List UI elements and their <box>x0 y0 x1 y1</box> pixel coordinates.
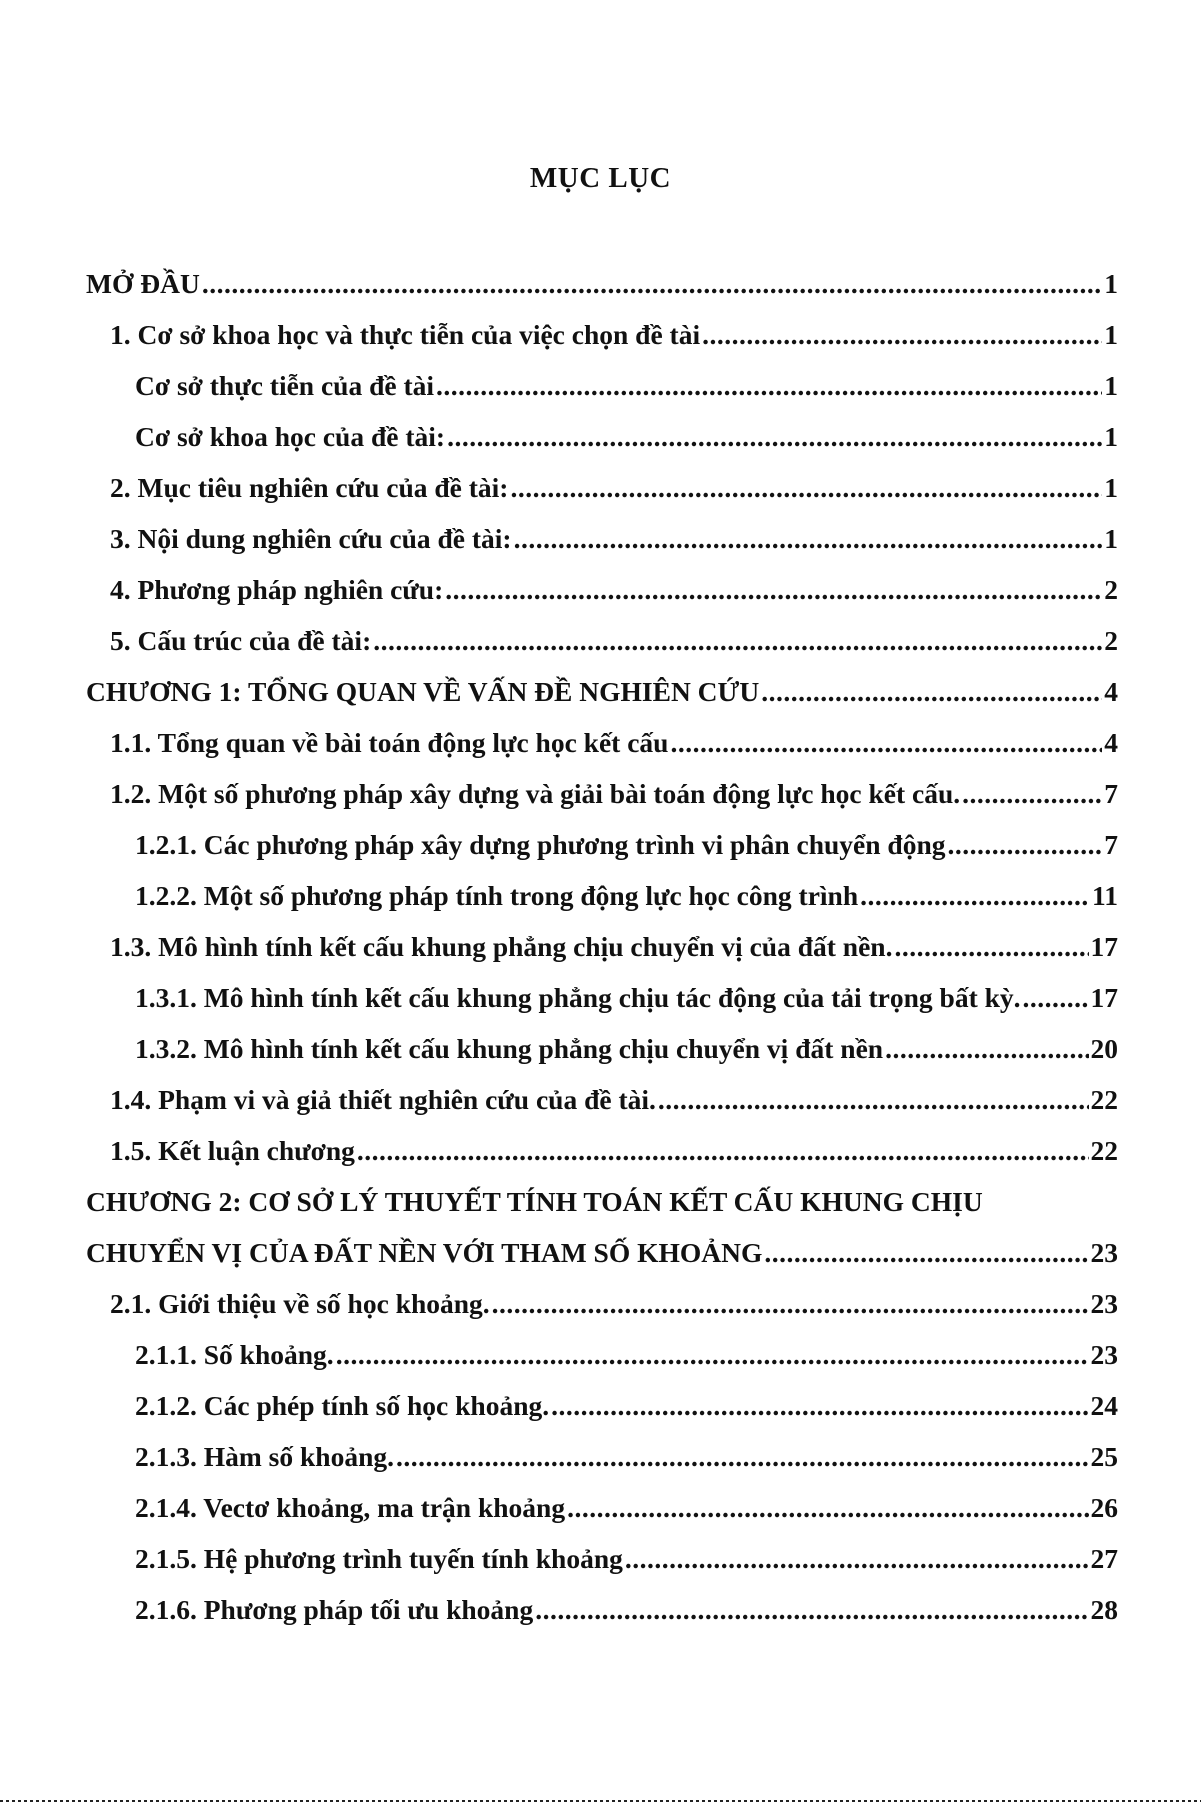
toc-entry-page-number: 4 <box>1104 727 1118 758</box>
toc-dot-leader <box>510 462 1102 513</box>
toc-entry-page-number: 1 <box>1104 421 1118 452</box>
toc-dot-leader <box>567 1482 1088 1533</box>
toc-entry-label: 1. Cơ sở khoa học và thực tiễn của việc chọn đề tài <box>110 319 701 350</box>
toc-entry-label: 3. Nội dung nghiên cứu của đề tài: <box>110 523 512 554</box>
toc-entry[interactable] <box>86 1482 1118 1533</box>
toc-dot-leader <box>202 258 1102 309</box>
toc-dot-leader <box>894 921 1088 972</box>
toc-entry[interactable] <box>86 513 1118 564</box>
toc-entry-label: 2. Mục tiêu nghiên cứu của đề tài: <box>110 472 509 503</box>
toc-entry[interactable] <box>86 1431 1118 1482</box>
toc-dot-leader <box>373 615 1102 666</box>
toc-entry[interactable] <box>86 309 1118 360</box>
toc-entry-page-number: 7 <box>1104 778 1118 809</box>
toc-entry-page-number: 4 <box>1104 676 1118 707</box>
toc-entry-label: 4. Phương pháp nghiên cứu: <box>110 574 444 605</box>
toc-entry-page-number: 26 <box>1090 1492 1118 1523</box>
toc-entry-page-number: 22 <box>1090 1084 1118 1115</box>
toc-entry-page-number: 2 <box>1104 574 1118 605</box>
toc-dot-leader <box>658 1074 1089 1125</box>
toc-dot-leader <box>447 411 1102 462</box>
toc-dot-leader <box>492 1278 1089 1329</box>
toc-dot-leader <box>514 513 1103 564</box>
toc-entry-label: 1.3.1. Mô hình tính kết cấu khung phẳng chịu tác động của tải trọng bất kỳ. <box>135 982 1021 1013</box>
toc-entry[interactable] <box>86 1023 1118 1074</box>
toc-entry-page-number: 23 <box>1090 1339 1118 1370</box>
toc-dot-leader <box>948 819 1103 870</box>
toc-entry-page-number: 1 <box>1104 523 1118 554</box>
toc-dot-leader <box>336 1329 1089 1380</box>
toc-entry-label: CHUYỂN VỊ CỦA ĐẤT NỀN VỚI THAM SỐ KHOẢNG <box>86 1237 763 1268</box>
toc-entry[interactable] <box>86 1278 1118 1329</box>
toc-entry-label: Cơ sở thực tiễn của đề tài <box>135 370 435 401</box>
toc-dot-leader <box>860 870 1090 921</box>
toc-entry[interactable] <box>86 1533 1118 1584</box>
toc-dot-leader <box>962 768 1102 819</box>
toc-entry-label: 2.1.6. Phương pháp tối ưu khoảng <box>135 1594 534 1625</box>
toc-dot-leader <box>670 717 1102 768</box>
toc-entry[interactable] <box>86 360 1118 411</box>
toc-entry-page-number: 25 <box>1090 1441 1118 1472</box>
toc-entry-label: 1.2.2. Một số phương pháp tính trong động lực học công trình <box>135 880 859 911</box>
toc-entry[interactable] <box>86 819 1118 870</box>
toc-entry-label: 1.2. Một số phương pháp xây dựng và giải bài toán động lực học kết cấu. <box>110 778 961 809</box>
toc-dot-leader <box>702 309 1102 360</box>
toc-entry[interactable] <box>86 1584 1118 1635</box>
toc-entry-page-number: 22 <box>1090 1135 1118 1166</box>
toc-entry-page-number: 28 <box>1090 1594 1118 1625</box>
toc-entry-page-number: 20 <box>1090 1033 1118 1064</box>
toc-entry-page-number: 1 <box>1104 268 1118 299</box>
toc-entry[interactable] <box>86 921 1118 972</box>
toc-entry-label: 1.3.2. Mô hình tính kết cấu khung phẳng chịu chuyển vị đất nền <box>135 1033 884 1064</box>
toc-dot-leader <box>535 1584 1088 1635</box>
toc-entry[interactable] <box>86 870 1118 921</box>
toc-entry[interactable] <box>86 1329 1118 1380</box>
toc-entry[interactable] <box>86 1074 1118 1125</box>
toc-entry-label: 2.1.4. Vectơ khoảng, ma trận khoảng <box>135 1492 566 1523</box>
toc-entry-page-number: 23 <box>1090 1288 1118 1319</box>
toc-entry[interactable] <box>86 615 1118 666</box>
toc-entry-label: 2.1.1. Số khoảng. <box>135 1339 334 1370</box>
toc-entry-page-number: 7 <box>1104 829 1118 860</box>
toc-entry[interactable] <box>86 768 1118 819</box>
toc-entry-label: 2.1.5. Hệ phương trình tuyến tính khoảng <box>135 1543 623 1574</box>
toc-entry-label: 2.1.2. Các phép tính số học khoảng. <box>135 1390 550 1421</box>
toc-entry-page-number: 1 <box>1104 319 1118 350</box>
toc-entry[interactable] <box>86 666 1118 717</box>
toc-dot-leader <box>436 360 1102 411</box>
toc-dot-leader <box>357 1125 1089 1176</box>
toc-dot-leader <box>764 1227 1088 1278</box>
toc-entry-label: 1.4. Phạm vi và giả thiết nghiên cứu của đề tài. <box>110 1084 656 1115</box>
toc-entry-label: 1.5. Kết luận chương <box>110 1135 355 1166</box>
toc-entry-label: Cơ sở khoa học của đề tài: <box>135 421 446 452</box>
toc-dot-leader <box>551 1380 1088 1431</box>
toc-dot-leader <box>1023 972 1089 1023</box>
toc-entry-page-number: 11 <box>1092 880 1118 911</box>
toc-entry[interactable] <box>86 1380 1118 1431</box>
toc-entry[interactable] <box>86 462 1118 513</box>
toc-entry-label: 1.3. Mô hình tính kết cấu khung phẳng chịu chuyển vị của đất nền. <box>110 931 893 962</box>
page-bottom-edge <box>0 1800 1201 1802</box>
toc-entry[interactable] <box>86 1227 1118 1278</box>
toc-entry-page-number: 2 <box>1104 625 1118 656</box>
toc-entry[interactable] <box>86 972 1118 1023</box>
toc-entry-page-number: 1 <box>1104 370 1118 401</box>
toc-entry[interactable] <box>86 717 1118 768</box>
toc-entry-label: MỞ ĐẦU <box>86 268 200 299</box>
toc-entry-page-number: 1 <box>1104 472 1118 503</box>
toc-entry[interactable] <box>86 411 1118 462</box>
toc-entry-page-number: 17 <box>1090 982 1118 1013</box>
toc-entry-page-number: 23 <box>1090 1237 1118 1268</box>
toc-title: MỤC LỤC <box>529 162 672 194</box>
toc-dot-leader <box>396 1431 1088 1482</box>
toc-dot-leader <box>885 1023 1088 1074</box>
toc-entry[interactable] <box>86 564 1118 615</box>
toc-entry-label: 1.1. Tổng quan về bài toán động lực học kết cấu <box>110 727 669 758</box>
toc-entry-label: 5. Cấu trúc của đề tài: <box>110 625 372 656</box>
toc-entry[interactable] <box>86 1176 1118 1227</box>
toc-entry[interactable] <box>86 258 1118 309</box>
toc-entry-label: CHƯƠNG 1: TỔNG QUAN VỀ VẤN ĐỀ NGHIÊN CỨU <box>86 676 760 707</box>
toc-entry-page-number: 24 <box>1090 1390 1118 1421</box>
toc-entry-page-number: 27 <box>1090 1543 1118 1574</box>
table-of-contents <box>86 258 1118 1635</box>
toc-dot-leader <box>445 564 1102 615</box>
toc-entry-label: CHƯƠNG 2: CƠ SỞ LÝ THUYẾT TÍNH TOÁN KẾT CẤU KHUNG CHỊU <box>86 1186 983 1217</box>
toc-dot-leader <box>761 666 1102 717</box>
toc-dot-leader <box>625 1533 1089 1584</box>
toc-entry-label: 2.1.3. Hàm số khoảng. <box>135 1441 395 1472</box>
toc-entry-label: 2.1. Giới thiệu về số học khoảng. <box>110 1288 490 1319</box>
toc-entry-page-number: 17 <box>1090 931 1118 962</box>
toc-entry-label: 1.2.1. Các phương pháp xây dựng phương trình vi phân chuyển động <box>135 829 946 860</box>
toc-entry[interactable] <box>86 1125 1118 1176</box>
